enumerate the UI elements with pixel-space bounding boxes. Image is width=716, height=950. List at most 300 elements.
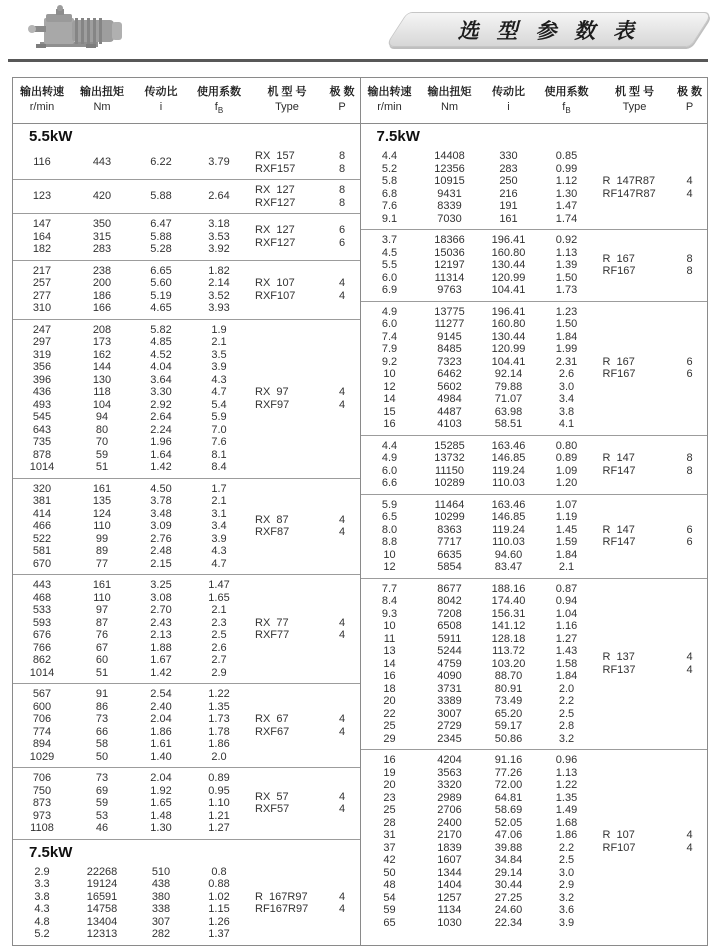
poles-value: 6 — [686, 523, 693, 536]
column-poles — [325, 277, 359, 302]
output-torque-value: 50 — [95, 750, 109, 763]
service-factor-value: 2.6 — [558, 368, 575, 381]
output-torque-value: 2706 — [437, 804, 462, 817]
ratio-value: 110.03 — [492, 477, 525, 490]
service-factor-value: 7.6 — [211, 436, 227, 449]
ratio-value: 88.70 — [494, 670, 523, 683]
column-1 — [13, 579, 71, 679]
column-poles — [673, 175, 707, 200]
output-torque-value: 186 — [92, 289, 112, 302]
output-speed-value: 16 — [383, 418, 396, 431]
type-label: RXF127 — [255, 236, 296, 249]
ratio-value: 50.86 — [494, 732, 523, 745]
output-speed-value: 6.5 — [381, 511, 398, 524]
output-speed-value: 2.9 — [34, 865, 50, 878]
column-4 — [537, 499, 597, 574]
output-torque-value: 53 — [95, 809, 109, 822]
column-2 — [419, 150, 481, 225]
column-3 — [133, 772, 189, 835]
ratio-value: 5.88 — [150, 190, 172, 203]
ratio-value: 161 — [499, 212, 518, 225]
model-group — [13, 319, 360, 478]
output-torque-value: 4487 — [437, 405, 462, 418]
output-torque-value: 3389 — [437, 695, 462, 708]
poles-value: 8 — [338, 162, 346, 175]
output-speed-value: 310 — [32, 302, 52, 315]
output-speed-value: 581 — [32, 545, 52, 558]
ratio-value: 156.31 — [491, 607, 526, 620]
column-type — [597, 829, 673, 854]
column-type — [249, 184, 325, 209]
service-factor-value: 1.21 — [208, 809, 230, 822]
column-poles — [325, 150, 359, 175]
column-2 — [71, 156, 133, 169]
ratio-value: 307 — [151, 915, 171, 928]
column-type — [249, 386, 325, 411]
service-factor-value: 3.9 — [211, 361, 227, 374]
output-speed-value: 468 — [32, 591, 52, 604]
ratio-value: 104.41 — [491, 355, 526, 368]
output-speed-value: 15 — [383, 405, 396, 418]
service-factor-value: 1.30 — [555, 187, 578, 200]
column-poles — [325, 791, 359, 816]
output-speed-value: 5.2 — [381, 162, 398, 175]
column-3 — [481, 754, 537, 929]
output-torque-value: 6635 — [437, 548, 462, 561]
ratio-value: 196.41 — [491, 305, 526, 318]
type-label: R 147 — [602, 452, 635, 465]
service-factor-value: 0.85 — [555, 150, 578, 163]
type-label: RX 87 — [255, 513, 289, 526]
service-factor-value: 0.80 — [555, 439, 578, 452]
output-torque-value: 2345 — [437, 732, 462, 745]
ratio-value: 1.88 — [150, 641, 172, 654]
output-speed-value: 396 — [32, 373, 52, 386]
output-speed-value: 23 — [383, 791, 396, 804]
service-factor-value: 1.82 — [208, 264, 230, 277]
service-factor-value: 0.95 — [208, 784, 230, 797]
ratio-value: 24.60 — [494, 904, 523, 917]
service-factor-value: 3.52 — [208, 289, 230, 302]
output-torque-value: 13732 — [434, 452, 465, 465]
poles-value: 4 — [338, 513, 346, 526]
service-factor-value: 1.27 — [555, 632, 578, 645]
column-poles — [325, 224, 359, 249]
output-speed-value: 182 — [32, 243, 52, 256]
column-2 — [71, 265, 133, 315]
output-torque-value: 10289 — [434, 477, 465, 490]
output-speed-value: 973 — [32, 809, 52, 822]
ratio-value: 91.16 — [494, 754, 523, 767]
page-header — [0, 0, 716, 56]
output-torque-value: 162 — [92, 348, 112, 361]
output-torque-value: 110 — [93, 591, 111, 604]
ratio-value: 160.80 — [491, 246, 526, 259]
ratio-value: 58.51 — [494, 418, 523, 431]
ratio-value: 146.85 — [491, 452, 526, 465]
column-1 — [361, 150, 419, 225]
output-speed-value: 735 — [32, 436, 52, 449]
column-4 — [189, 324, 249, 474]
output-speed-value: 7.4 — [381, 330, 398, 343]
output-speed-value: 706 — [32, 772, 52, 785]
page-title: 选 型 参 数 表 — [457, 19, 641, 42]
ratio-value: 27.25 — [494, 891, 523, 904]
output-speed-value: 6.0 — [381, 271, 398, 284]
output-speed-value: 862 — [32, 654, 52, 667]
service-factor-value: 3.18 — [208, 218, 230, 231]
poles-value: 8 — [338, 196, 346, 209]
column-2 — [71, 772, 133, 835]
ratio-value: 2.64 — [150, 411, 172, 424]
output-speed-value: 4.4 — [381, 439, 398, 452]
output-speed-value: 123 — [32, 190, 52, 203]
output-torque-value: 15036 — [434, 246, 465, 259]
column-type — [597, 356, 673, 381]
output-torque-value: 4984 — [437, 393, 462, 406]
service-factor-value: 3.79 — [208, 156, 230, 169]
column-type — [597, 524, 673, 549]
column-type — [249, 514, 325, 539]
model-group — [361, 578, 708, 750]
ratio-value: 1.67 — [150, 654, 172, 667]
poles-value: 4 — [686, 829, 693, 842]
column-poles — [673, 651, 707, 676]
type-label: RX 157 — [255, 150, 295, 163]
output-torque-value: 13404 — [86, 915, 118, 928]
ratio-value: 83.47 — [494, 561, 523, 574]
type-label: RX 127 — [255, 224, 295, 237]
output-torque-value: 76 — [95, 629, 109, 642]
output-speed-value: 9.2 — [381, 355, 398, 368]
column-3 — [133, 324, 189, 474]
type-label: RXF87 — [255, 526, 290, 539]
table-header-row — [361, 78, 708, 124]
output-speed-value: 14 — [383, 393, 396, 406]
column-4 — [537, 440, 597, 490]
service-factor-value: 3.2 — [558, 732, 575, 745]
service-factor-value: 1.07 — [555, 498, 578, 511]
service-factor-value: 3.53 — [208, 230, 230, 243]
output-torque-value: 7030 — [437, 212, 462, 225]
col-header-speed: 输出转速 r/min — [367, 86, 412, 113]
output-torque-value: 104 — [92, 398, 112, 411]
output-torque-value: 9763 — [437, 284, 462, 297]
output-torque-value: 3563 — [437, 766, 462, 779]
ratio-value: 59.17 — [494, 720, 523, 733]
ratio-value: 52.05 — [494, 816, 523, 829]
ratio-value: 5.88 — [150, 230, 172, 243]
output-torque-value: 5602 — [437, 380, 462, 393]
output-speed-value: 5.9 — [381, 498, 398, 511]
output-torque-value: 166 — [92, 302, 112, 315]
output-speed-value: 894 — [32, 738, 52, 751]
service-factor-value: 7.0 — [211, 423, 227, 436]
column-3 — [133, 218, 189, 256]
output-speed-value: 676 — [32, 629, 52, 642]
column-1 — [361, 440, 419, 490]
output-torque-value: 60 — [95, 654, 109, 667]
service-factor-value: 3.93 — [208, 302, 230, 315]
col-header-poles: 极 数 P — [329, 86, 355, 113]
model-group — [361, 494, 708, 578]
output-speed-value: 5.5 — [381, 259, 398, 272]
column-type — [249, 617, 325, 642]
service-factor-value: 1.20 — [555, 477, 578, 490]
output-torque-value: 8485 — [437, 343, 462, 356]
ratio-value: 2.13 — [150, 629, 172, 642]
model-group — [13, 179, 360, 213]
output-torque-value: 15285 — [434, 439, 465, 452]
output-speed-value: 48 — [383, 879, 396, 892]
output-torque-value: 2729 — [437, 720, 462, 733]
service-factor-value: 3.4 — [558, 393, 575, 406]
ratio-value: 163.46 — [491, 439, 526, 452]
power-section — [13, 124, 360, 839]
service-factor-value: 1.50 — [555, 271, 578, 284]
output-speed-value: 6.0 — [381, 318, 398, 331]
ratio-value: 3.30 — [150, 386, 172, 399]
output-torque-value: 80 — [95, 423, 109, 436]
power-section-title: 7.5kW — [29, 843, 73, 861]
column-type — [597, 175, 673, 200]
column-poles — [325, 514, 359, 539]
output-torque-value: 10299 — [434, 511, 465, 524]
column-2 — [419, 754, 481, 929]
output-torque-value: 69 — [95, 784, 109, 797]
column-1 — [13, 772, 71, 835]
column-2 — [419, 306, 481, 431]
model-group — [361, 146, 708, 229]
output-speed-value: 10 — [383, 548, 396, 561]
gearmotor-icon — [26, 4, 136, 50]
output-torque-value: 22268 — [86, 865, 118, 878]
type-label: RXF57 — [255, 803, 290, 816]
type-label: RF167 — [602, 368, 636, 381]
poles-value: 4 — [686, 187, 693, 200]
service-factor-value: 4.3 — [211, 373, 227, 386]
poles-value: 8 — [686, 252, 693, 265]
column-type — [249, 277, 325, 302]
output-speed-value: 14 — [383, 657, 396, 670]
ratio-value: 120.99 — [491, 271, 526, 284]
ratio-value: 283 — [499, 162, 518, 175]
poles-value: 6 — [338, 236, 346, 249]
service-factor-value: 2.1 — [211, 336, 227, 349]
service-factor-value: 2.5 — [558, 707, 575, 720]
output-torque-value: 283 — [92, 243, 112, 256]
column-poles — [325, 184, 359, 209]
service-factor-value: 4.3 — [211, 545, 227, 558]
ratio-value: 29.14 — [494, 866, 523, 879]
ratio-value: 1.92 — [150, 784, 172, 797]
type-label: R 167 — [602, 355, 635, 368]
service-factor-value: 2.1 — [558, 561, 575, 574]
service-factor-value: 5.9 — [211, 411, 227, 424]
ratio-value: 1.86 — [150, 725, 172, 738]
column-poles — [673, 524, 707, 549]
output-torque-value: 2400 — [437, 816, 462, 829]
output-speed-value: 670 — [32, 557, 52, 570]
service-factor-value: 2.0 — [558, 682, 575, 695]
output-torque-value: 14758 — [86, 903, 118, 916]
model-group — [13, 478, 360, 575]
output-torque-value: 58 — [95, 738, 109, 751]
output-torque-value: 130 — [92, 373, 112, 386]
ratio-value: 1.65 — [150, 797, 172, 810]
ratio-value: 72.00 — [494, 779, 523, 792]
ratio-value: 3.48 — [150, 507, 172, 520]
output-torque-value: 1404 — [437, 879, 462, 892]
service-factor-value: 2.8 — [558, 720, 575, 733]
column-3 — [481, 583, 537, 746]
output-speed-value: 750 — [32, 784, 52, 797]
column-poles — [673, 829, 707, 854]
column-1 — [13, 156, 71, 169]
power-section-title: 7.5kW — [376, 128, 420, 146]
output-torque-value: 73 — [95, 713, 109, 726]
poles-value: 4 — [338, 398, 346, 411]
column-1 — [361, 234, 419, 297]
ratio-value: 5.60 — [150, 277, 172, 290]
ratio-value: 113.72 — [492, 645, 525, 658]
output-speed-value: 22 — [383, 707, 396, 720]
ratio-value: 119.24 — [492, 464, 525, 477]
output-speed-value: 19 — [383, 766, 396, 779]
column-1 — [13, 866, 71, 941]
output-speed-value: 443 — [32, 579, 52, 592]
service-factor-value: 1.09 — [555, 464, 578, 477]
service-factor-value: 3.0 — [558, 380, 575, 393]
ratio-value: 3.09 — [150, 520, 172, 533]
service-factor-value: 2.5 — [558, 854, 575, 867]
poles-value: 4 — [338, 790, 346, 803]
output-speed-value: 3.8 — [34, 890, 50, 903]
output-torque-value: 7323 — [437, 355, 462, 368]
ratio-value: 2.40 — [150, 700, 172, 713]
type-label: RXF77 — [255, 629, 290, 642]
ratio-value: 128.18 — [491, 632, 526, 645]
output-speed-value: 29 — [383, 732, 396, 745]
type-label: RF167 — [602, 265, 636, 278]
ratio-value: 1.40 — [150, 750, 172, 763]
ratio-value: 330 — [499, 150, 518, 163]
output-speed-value: 4.9 — [381, 452, 398, 465]
output-speed-value: 1014 — [29, 666, 55, 679]
ratio-value: 119.24 — [492, 523, 525, 536]
output-torque-value: 118 — [93, 386, 111, 399]
output-speed-value: 217 — [32, 264, 52, 277]
ratio-value: 4.85 — [150, 336, 172, 349]
ratio-value: 188.16 — [491, 582, 526, 595]
output-torque-value: 1030 — [437, 916, 462, 929]
output-torque-value: 3731 — [437, 682, 462, 695]
service-factor-value: 2.6 — [211, 641, 227, 654]
output-torque-value: 67 — [95, 641, 109, 654]
output-speed-value: 10 — [383, 368, 396, 381]
output-torque-value: 59 — [95, 797, 109, 810]
output-torque-value: 7208 — [437, 607, 462, 620]
column-4 — [189, 688, 249, 763]
service-factor-value: 1.99 — [555, 343, 578, 356]
service-factor-value: 1.59 — [555, 536, 578, 549]
column-type — [249, 791, 325, 816]
service-factor-value: 1.35 — [208, 700, 230, 713]
poles-value: 8 — [338, 184, 346, 197]
column-poles — [325, 713, 359, 738]
fb-symbol: $f_B$ — [214, 101, 224, 116]
column-2 — [71, 483, 133, 571]
output-torque-value: 1607 — [437, 854, 462, 867]
column-1 — [13, 483, 71, 571]
output-speed-value: 1029 — [29, 750, 55, 763]
service-factor-value: 2.9 — [211, 666, 227, 679]
output-speed-value: 381 — [32, 495, 52, 508]
ratio-value: 73.49 — [494, 695, 523, 708]
column-4 — [537, 306, 597, 431]
col-header-type: 机 型 号 Type — [614, 86, 655, 113]
output-torque-value: 10915 — [434, 175, 465, 188]
service-factor-value: 3.5 — [211, 348, 227, 361]
output-torque-value: 4090 — [437, 670, 462, 683]
output-speed-value: 4.5 — [381, 246, 398, 259]
output-speed-value: 3.3 — [34, 878, 50, 891]
poles-value: 4 — [338, 386, 346, 399]
service-factor-value: 1.16 — [555, 620, 578, 633]
output-speed-value: 12 — [383, 380, 396, 393]
table-header-row — [13, 78, 360, 124]
poles-value: 4 — [338, 713, 346, 726]
output-torque-value: 161 — [92, 579, 112, 592]
column-poles — [673, 452, 707, 477]
poles-value: 4 — [338, 289, 346, 302]
output-speed-value: 147 — [32, 218, 52, 231]
column-3 — [481, 440, 537, 490]
column-3 — [133, 265, 189, 315]
ratio-value: 250 — [499, 175, 518, 188]
column-2 — [71, 218, 133, 256]
left-table — [13, 78, 360, 945]
service-factor-value: 0.96 — [555, 754, 578, 767]
poles-value: 6 — [686, 355, 693, 368]
output-torque-value: 12313 — [86, 928, 118, 941]
column-1 — [13, 324, 71, 474]
output-speed-value: 5.8 — [381, 175, 398, 188]
ratio-value: 438 — [151, 878, 171, 891]
output-speed-value: 297 — [32, 336, 52, 349]
output-torque-value: 1839 — [437, 841, 462, 854]
ratio-value: 174.40 — [491, 595, 526, 608]
output-torque-value: 2170 — [437, 829, 462, 842]
column-1 — [361, 583, 419, 746]
ratio-value: 2.48 — [150, 545, 172, 558]
column-3 — [133, 483, 189, 571]
service-factor-value: 0.99 — [555, 162, 578, 175]
type-label: RF137 — [602, 663, 636, 676]
output-speed-value: 28 — [383, 816, 396, 829]
service-factor-value: 2.7 — [211, 654, 227, 667]
col-header-ratio: 传动比 i — [144, 86, 178, 113]
ratio-value: 1.61 — [150, 738, 172, 751]
service-factor-value: 0.92 — [555, 234, 578, 247]
output-speed-value: 257 — [32, 277, 52, 290]
poles-value: 4 — [338, 526, 346, 539]
column-3 — [481, 234, 537, 297]
output-torque-value: 8042 — [437, 595, 462, 608]
service-factor-value: 0.89 — [208, 772, 230, 785]
selection-parameter-table — [12, 77, 708, 946]
output-speed-value: 16 — [383, 670, 396, 683]
